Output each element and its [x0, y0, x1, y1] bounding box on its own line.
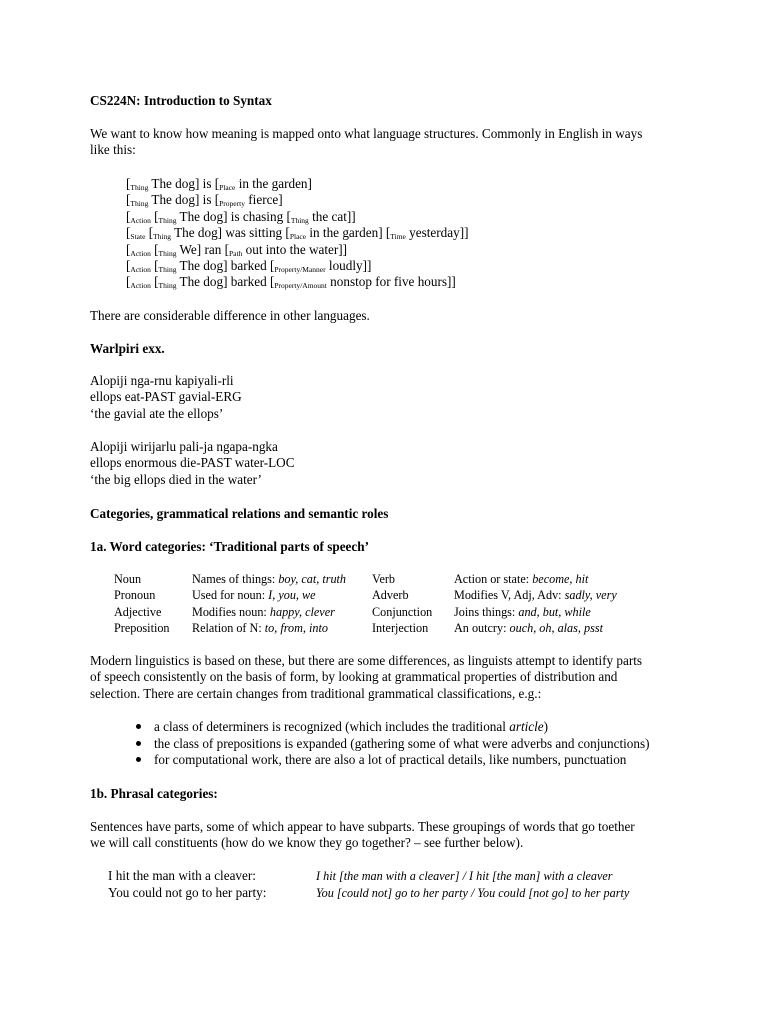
- other-languages-text: There are considerable difference in other languages.: [90, 308, 370, 323]
- pos-description-cell: [192, 620, 372, 636]
- bullet-text: a class of determiners is recognized (which includes the traditional: [154, 719, 510, 734]
- bracket-text: [: [150, 274, 159, 290]
- constituent-example-row: [108, 868, 629, 885]
- example-sentence: I hit the man with a cleaver:: [108, 868, 256, 883]
- pos-term: Noun: [114, 572, 142, 586]
- warlpiri-1-line-3: ‘the gavial ate the ellops’: [90, 405, 224, 421]
- example-sentence: You could not go to her party:: [108, 884, 267, 900]
- role-label: Property/Manner: [274, 265, 326, 275]
- pos-row: [114, 587, 634, 603]
- warlpiri-2-line-1: Alopiji wirijarlu pali-ja ngapa-ngka: [90, 439, 278, 454]
- bracket-example-line: [126, 209, 468, 225]
- pos-examples: happy, clever: [269, 604, 335, 619]
- bullet-item: [136, 719, 650, 736]
- role-label: Action: [130, 248, 151, 258]
- role-label: Thing: [158, 215, 177, 225]
- bracket-text: The dog] barked [: [176, 258, 275, 274]
- warlpiri-1-line-1: Alopiji nga-rnu kapiyali-rli: [90, 373, 234, 388]
- pos-examples: boy, cat, truth: [278, 572, 347, 586]
- modern-linguistics-paragraph: [90, 653, 642, 702]
- bullet-text: ): [543, 719, 549, 734]
- pos-description: Names of things:: [192, 572, 279, 586]
- pos-term-cell: [114, 571, 192, 587]
- role-label: Property/Amount: [274, 281, 327, 291]
- bracket-text: [: [126, 258, 131, 274]
- pos-term: Preposition: [114, 621, 170, 636]
- pos-term: Verb: [372, 572, 396, 586]
- bracket-text: [: [126, 241, 131, 257]
- pos-description-cell: [454, 620, 634, 636]
- pos-examples: to, from, into: [264, 621, 328, 636]
- parts-of-speech-table: [114, 571, 634, 637]
- bracket-text: [: [126, 208, 131, 224]
- bullet-list: [136, 719, 650, 769]
- bracket-text: The dog] was sitting [: [171, 225, 290, 241]
- bracket-text: loudly]]: [325, 258, 372, 274]
- bracket-text: [: [126, 192, 131, 208]
- pos-row: [114, 571, 634, 587]
- bullet-item: [136, 752, 650, 769]
- pos-description: Used for noun:: [192, 588, 269, 603]
- pos-term: Interjection: [372, 621, 429, 636]
- pos-description: Relation of N:: [192, 621, 265, 636]
- warlpiri-2-line-3: ‘the big ellops died in the water’: [90, 471, 262, 487]
- intro-line-1: We want to know how meaning is mapped onto what language structures. Commonly in English in ways: [90, 126, 643, 141]
- warlpiri-example-1: [90, 373, 242, 422]
- phrasal-heading: 1b. Phrasal categories:: [90, 786, 218, 801]
- bracket-text: out into the water]]: [242, 241, 348, 257]
- pos-examples: ouch, oh, alas, psst: [509, 621, 603, 636]
- pos-description-cell: [454, 571, 634, 587]
- bracket-text: [: [150, 241, 159, 257]
- pos-description: Action or state:: [454, 572, 533, 586]
- pos-term-cell: [114, 587, 192, 603]
- warlpiri-example-2: [90, 439, 295, 488]
- constituent-analysis: You [could not] go to her party / You could [not go] to her party: [316, 885, 630, 900]
- pos-examples: sadly, very: [564, 588, 617, 603]
- role-label: Thing: [290, 215, 309, 225]
- pos-examples: I, you, we: [268, 588, 316, 603]
- bracket-text: fierce]: [244, 192, 283, 208]
- role-label: Action: [130, 265, 151, 275]
- bracket-text: [: [126, 176, 131, 191]
- pos-examples: and, but, while: [518, 604, 591, 619]
- role-label: Action: [130, 281, 151, 291]
- pos-description-cell: [192, 571, 372, 587]
- role-label: Path: [228, 248, 243, 258]
- role-label: Thing: [153, 232, 172, 242]
- pos-term-cell: [114, 604, 192, 620]
- bracket-example-line: [126, 176, 468, 192]
- pos-term: Adjective: [114, 604, 162, 619]
- pos-description: Modifies V, Adj, Adv:: [454, 588, 565, 603]
- pos-examples: become, hit: [532, 572, 589, 586]
- page-title: CS224N: Introduction to Syntax: [90, 93, 272, 108]
- bracket-text: The dog] barked [: [176, 274, 275, 290]
- word-categories-heading: 1a. Word categories: ‘Traditional parts of speech’: [90, 539, 369, 554]
- bracket-text: [: [126, 274, 131, 290]
- bracket-example-line: [126, 274, 468, 290]
- role-label: Place: [219, 183, 236, 192]
- pos-row: [114, 604, 634, 620]
- bracket-text: The dog] is [: [148, 176, 220, 191]
- bracket-text: [: [150, 258, 159, 274]
- bracket-example-line: [126, 258, 468, 274]
- bracket-example-line: [126, 192, 468, 208]
- pos-description: An outcry:: [454, 621, 510, 636]
- modern-line-2: of speech consistently on the basis of form, by looking at grammatical properties of distribution and: [90, 669, 618, 685]
- pos-row: [114, 620, 634, 636]
- bracket-text: [: [150, 208, 159, 224]
- constituent-example-row: [108, 885, 629, 902]
- pos-term-cell: [372, 604, 454, 620]
- bracket-text: [: [145, 225, 154, 241]
- role-label: Thing: [158, 248, 177, 258]
- pos-term: Pronoun: [114, 588, 156, 603]
- bracket-text: the cat]]: [308, 208, 356, 224]
- pos-description-cell: [454, 604, 634, 620]
- pos-term-cell: [372, 620, 454, 636]
- role-label: Thing: [158, 281, 177, 291]
- bracket-example-line: [126, 225, 468, 241]
- role-label: Thing: [158, 265, 177, 275]
- phrasal-line-2: we will call constituents (how do we know they go together? – see further below).: [90, 835, 524, 851]
- pos-term: Adverb: [372, 588, 409, 603]
- bracket-text: [: [126, 225, 131, 241]
- role-label: State: [130, 232, 146, 242]
- role-label: Place: [289, 232, 307, 242]
- bracket-text: The dog] is [: [148, 192, 220, 208]
- bracket-text: The dog] is chasing [: [176, 208, 291, 224]
- pos-term-cell: [372, 571, 454, 587]
- pos-term-cell: [114, 620, 192, 636]
- bracket-text: in the garden]: [235, 176, 312, 191]
- constituent-examples: [108, 868, 629, 901]
- role-label: Property: [219, 199, 245, 209]
- bracket-text: yesterday]]: [405, 225, 469, 241]
- pos-term-cell: [372, 587, 454, 603]
- bracket-example-line: [126, 242, 468, 258]
- phrasal-line-1: Sentences have parts, some of which appear to have subparts. These groupings of words that go toether: [90, 819, 635, 834]
- bullet-text: for computational work, there are also a lot of practical details, like numbers, punctuation: [154, 752, 627, 768]
- phrasal-paragraph: [90, 819, 635, 852]
- role-label: Action: [130, 215, 151, 225]
- role-label: Thing: [130, 199, 149, 209]
- pos-term: Conjunction: [372, 604, 433, 619]
- intro-paragraph: [90, 126, 642, 159]
- pos-description-cell: [192, 587, 372, 603]
- role-label: Thing: [130, 183, 149, 192]
- bullet-item: [136, 736, 650, 753]
- pos-description-cell: [454, 587, 634, 603]
- bullet-text: the class of prepositions is expanded (gathering some of what were adverbs and conjunctions): [154, 735, 650, 751]
- constituent-analysis: I hit [the man with a cleaver] / I hit [the man] with a cleaver: [316, 869, 613, 883]
- modern-line-1: Modern linguistics is based on these, but there are some differences, as linguists attempt to identify parts: [90, 653, 643, 668]
- warlpiri-heading: Warlpiri exx.: [90, 341, 165, 356]
- modern-line-3: selection. There are certain changes from traditional grammatical classifications, e.g.:: [90, 685, 542, 701]
- bullet-text: article: [509, 719, 544, 734]
- intro-line-2: like this:: [90, 142, 136, 158]
- warlpiri-2-line-2: ellops enormous die-PAST water-LOC: [90, 455, 295, 471]
- pos-description: Modifies noun:: [192, 604, 270, 619]
- pos-description-cell: [192, 604, 372, 620]
- warlpiri-1-line-2: ellops eat-PAST gavial-ERG: [90, 389, 242, 405]
- categories-heading: Categories, grammatical relations and semantic roles: [90, 506, 389, 521]
- role-label: Time: [390, 232, 406, 242]
- bracket-text: We] ran [: [176, 241, 229, 257]
- bracket-text: in the garden] [: [306, 225, 391, 241]
- bracket-text: nonstop for five hours]]: [326, 274, 456, 290]
- bracket-examples: [126, 176, 468, 291]
- pos-description: Joins things:: [454, 604, 519, 619]
